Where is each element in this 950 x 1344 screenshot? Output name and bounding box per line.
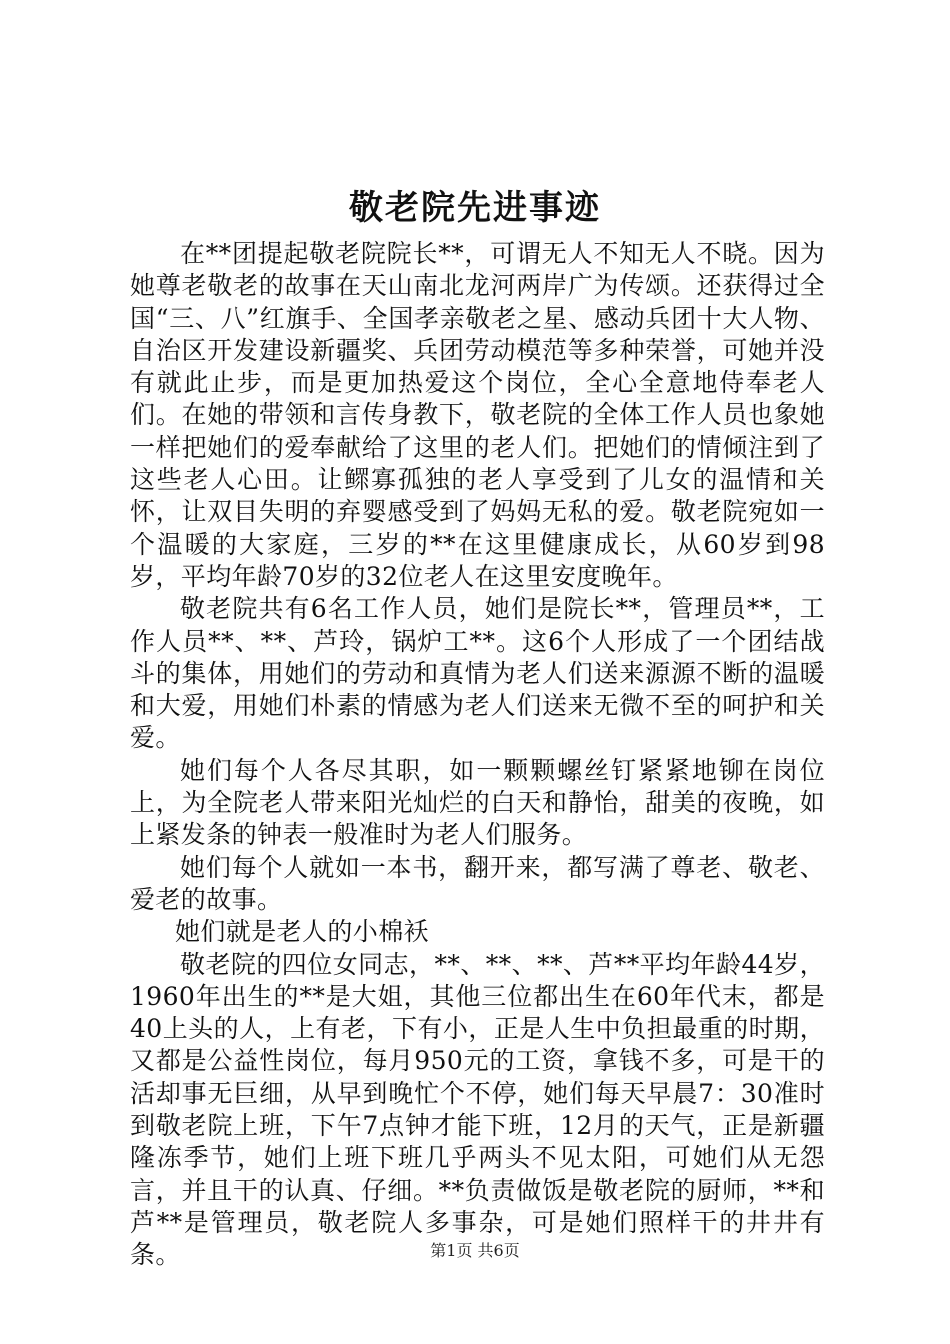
- paragraph-2: 敬老院共有6名工作人员，她们是院长**，管理员**，工作人员**、**、芦玲，锅炉工**。这6个人形成了一个团结战斗的集体，用她们的劳动和真情为老人们送来源源不断的温暖和大爱，用她们朴素的情感为老人们送来无微不至的呵护和关爱。: [130, 594, 825, 753]
- document-title: 敬老院先进事迹: [349, 188, 601, 228]
- paragraph-3: 她们每个人各尽其职，如一颗颗螺丝钉紧紧地铆在岗位上，为全院老人带来阳光灿烂的白天和静怡，甜美的夜晚，如上紧发条的钟表一般准时为老人们服务。: [130, 755, 825, 850]
- page-footer: 第1页 共6页: [430, 1241, 520, 1260]
- document-body: [130, 238, 825, 1272]
- paragraph-1: 在**团提起敬老院院长**，可谓无人不知无人不晓。因为她尊老敬老的故事在天山南北龙河两岸广为传颂。还获得过全国“三、八”红旗手、全国孝亲敬老之星、感动兵团十大人物、自治区开发建设新疆奖、兵团劳动模范等多种荣誉，可她并没有就此止步，而是更加热爱这个岗位，全心全意地侍奉老人们。在她的带领和言传身教下，敬老院的全体工作人员也象她一样把她们的爱奉献给了这里的老人们。把她们的情倾注到了这些老人心田。让鳏寡孤独的老人享受到了儿女的温情和关怀，让双目失明的弃婴感受到了妈妈无私的爱。敬老院宛如一个温暖的大家庭，三岁的**在这里健康成长，从60岁到98岁，平均年龄70岁的32位老人在这里安度晚年。: [130, 239, 825, 591]
- paragraph-5: 敬老院的四位女同志，**、**、**、芦**平均年龄44岁，1960年出生的**是大姐，其他三位都出生在60年代末，都是40上头的人，上有老，下有小，正是人生中负担最重的时期，又都是公益性岗位，每月950元的工资，拿钱不多，可是干的活却事无巨细，从早到晚忙个不停，她们每天早晨7：30准时到敬老院上班，下午7点钟才能下班，12月的天气，正是新疆隆冻季节，她们上班下班几乎两头不见太阳，可她们从无怨言，并且干的认真、仔细。**负责做饭是敬老院的厨师，**和芦**是管理员，敬老院人多事杂，可是她们照样干的井井有条。: [130, 949, 825, 1270]
- paragraph-4: 她们每个人就如一本书，翻开来，都写满了尊老、敬老、爱老的故事。: [130, 852, 825, 914]
- section-heading: 她们就是老人的小棉袄: [175, 917, 430, 947]
